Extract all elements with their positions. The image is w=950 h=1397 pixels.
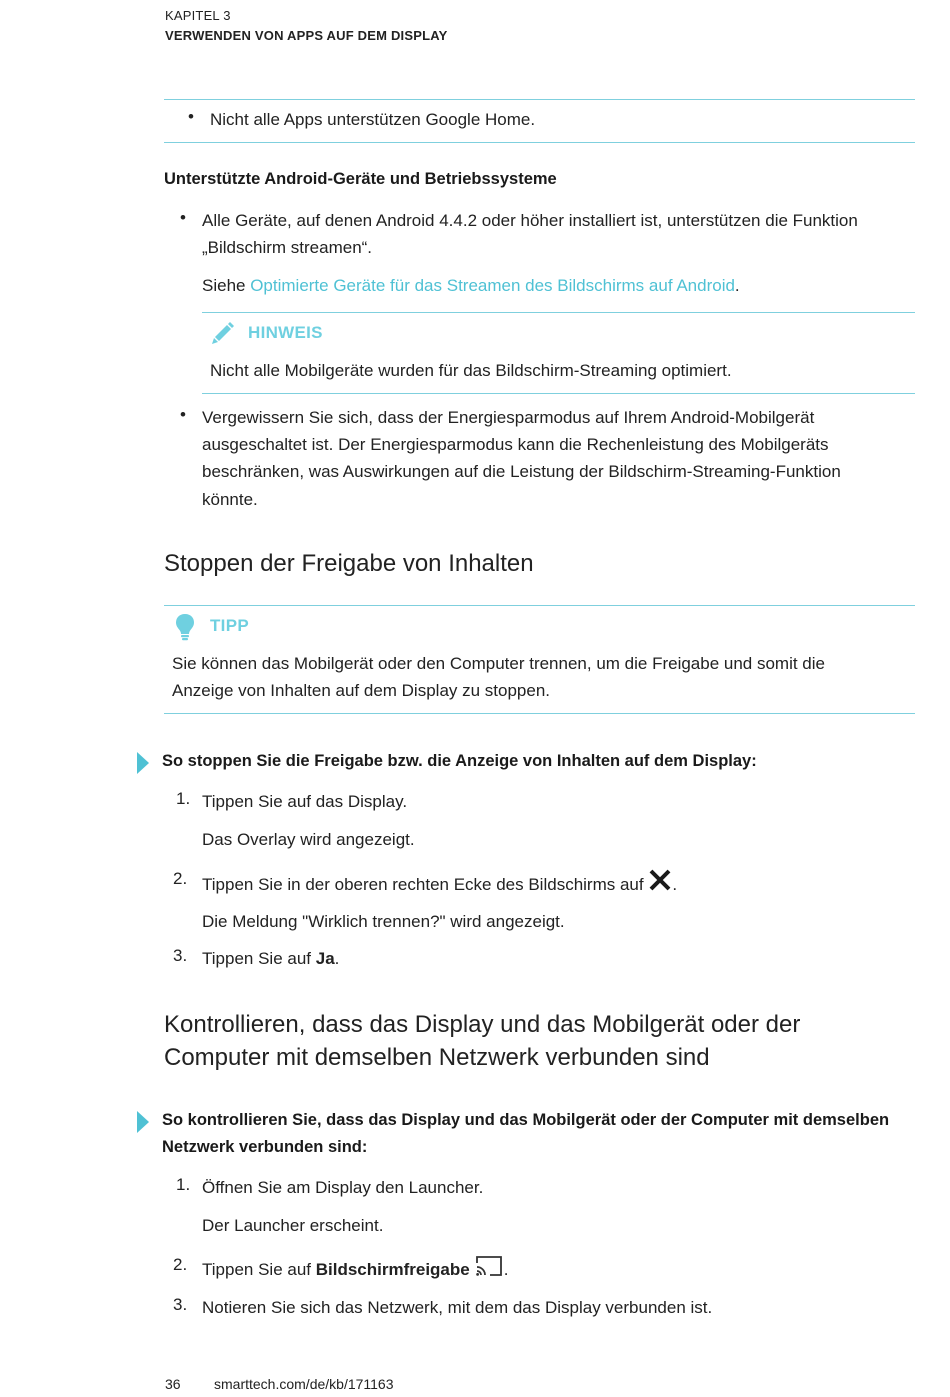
footer-url[interactable]: smarttech.com/de/kb/171163 (214, 1376, 394, 1392)
tip-line1: Sie können das Mobilgerät oder den Computer trennen, um die Freigabe und somit die (172, 654, 825, 673)
network-title-line1: Kontrollieren, dass das Display und das Mobilgerät oder der (164, 1011, 801, 1038)
close-x-icon (648, 868, 672, 900)
android-bullet2-line2: ausgeschaltet ist. Der Energiesparmodus kann die Rechenleistung des Mobilgeräts (202, 435, 829, 454)
step-number: 3. (173, 1295, 188, 1314)
stop-step2-text: Tippen Sie in der oberen rechten Ecke des Bildschirms auf (202, 875, 649, 894)
network-step2-line (202, 1254, 508, 1286)
android-bullet2-line4: könnte. (202, 490, 258, 509)
android-heading: Unterstützte Android-Geräte und Betriebssysteme (164, 170, 557, 188)
stop-step2-line (202, 868, 677, 900)
network-step2-text: Tippen Sie auf (202, 1260, 316, 1279)
stop-step3-bold: Ja (315, 949, 335, 968)
tip-bottom-rule (164, 713, 915, 714)
procedure-arrow-icon (136, 1110, 150, 1139)
stop-step3-suffix: . (334, 949, 340, 968)
page-number: 36 (165, 1376, 181, 1392)
stop-step2-suffix: . (672, 875, 678, 894)
optimized-devices-link[interactable]: Optimierte Geräte für das Streamen des Bildschirms auf Android (250, 276, 735, 295)
stop-step1-result: Das Overlay wird angezeigt. (202, 830, 415, 849)
step-number: 3. (173, 946, 188, 965)
pencil-icon (210, 320, 236, 346)
screen-cast-icon (474, 1254, 504, 1286)
stop-step3-line (202, 945, 339, 972)
bullet-dot: • (188, 107, 194, 126)
android-bullet2-line3: beschränken, was Auswirkungen auf die Leistung der Bildschirm-Streaming-Funktion (202, 462, 841, 481)
see-suffix: . (734, 276, 740, 295)
step-number: 2. (173, 1255, 188, 1274)
stop-step3-text: Tippen Sie auf (202, 949, 316, 968)
network-step1-result: Der Launcher erscheint. (202, 1216, 384, 1235)
hinweis-top-rule (202, 312, 915, 313)
network-procedure-line1: So kontrollieren Sie, dass das Display und das Mobilgerät oder der Computer mit demselben (162, 1111, 890, 1129)
bullet-dot: • (180, 405, 186, 424)
step-number: 1. (176, 789, 191, 808)
hinweis-text: Nicht alle Mobilgeräte wurden für das Bildschirm-Streaming optimiert. (210, 361, 732, 380)
android-bullet1-line2: „Bildschirm streamen“. (202, 238, 373, 257)
chapter-title: VERWENDEN VON APPS AUF DEM DISPLAY (165, 28, 448, 43)
tip-title: TIPP (210, 616, 249, 635)
bullet-dot: • (180, 208, 186, 227)
step-number: 1. (176, 1175, 191, 1194)
android-bullet2-line1: Vergewissern Sie sich, dass der Energiesparmodus auf Ihrem Android-Mobilgerät (202, 408, 815, 427)
stop-step1-text: Tippen Sie auf das Display. (202, 792, 408, 811)
step-number: 2. (173, 869, 188, 888)
procedure-arrow-icon (136, 751, 150, 780)
stop-procedure-heading: So stoppen Sie die Freigabe bzw. die Anzeige von Inhalten auf dem Display: (162, 752, 757, 770)
lightbulb-icon (174, 613, 196, 641)
network-procedure-line2: Netzwerk verbunden sind: (162, 1138, 368, 1156)
android-bullet1-line1: Alle Geräte, auf denen Android 4.4.2 oder höher installiert ist, unterstützen die Funktion (202, 211, 858, 230)
tip-line2: Anzeige von Inhalten auf dem Display zu stoppen. (172, 681, 551, 700)
stop-section-title: Stoppen der Freigabe von Inhalten (164, 550, 534, 577)
chapter-label: KAPITEL 3 (165, 8, 231, 23)
note-bullet-text: Nicht alle Apps unterstützen Google Home. (210, 110, 536, 129)
stop-step2-result: Die Meldung "Wirklich trennen?" wird angezeigt. (202, 912, 565, 931)
tip-top-rule (164, 605, 915, 606)
note-bottom-rule (164, 142, 915, 143)
see-prefix: Siehe (202, 276, 251, 295)
network-step2-bold: Bildschirmfreigabe (315, 1260, 470, 1279)
network-step2-suffix: . (503, 1260, 509, 1279)
hinweis-title: HINWEIS (248, 323, 323, 342)
note-top-rule (164, 99, 915, 100)
hinweis-bottom-rule (202, 393, 915, 394)
see-also-line (202, 272, 740, 299)
network-title-line2: Computer mit demselben Netzwerk verbunden sind (164, 1044, 710, 1071)
network-step3-text: Notieren Sie sich das Netzwerk, mit dem das Display verbunden ist. (202, 1298, 713, 1317)
network-step1-text: Öffnen Sie am Display den Launcher. (202, 1178, 484, 1197)
